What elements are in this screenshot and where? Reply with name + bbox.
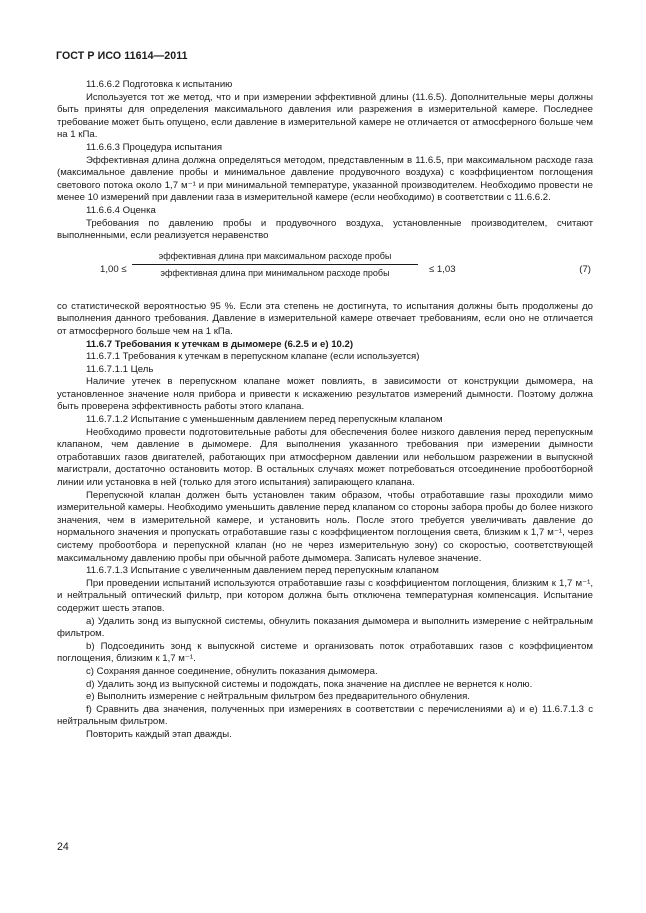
document-header: ГОСТ Р ИСО 11614—2011: [56, 50, 188, 62]
list-item-f: f) Сравнить два значения, полученных при измерениях в соответствии с перечислениями а) и е) 11.6.7.1.3 с нейтральным фильтром.: [57, 703, 593, 728]
formula-number: (7): [579, 263, 591, 275]
formula-fraction: [132, 249, 418, 280]
heading-11-6-6-2: 11.6.6.2 Подготовка к испытанию: [86, 79, 233, 90]
heading-11-6-7-1-2: 11.6.7.1.2 Испытание с уменьшенным давлением перед перепускным клапаном: [86, 414, 443, 426]
list-item-a: a) Удалить зонд из выпускной системы, обнулить показания дымомера и выполнить измерение с нейтральным фильтром.: [57, 615, 593, 640]
list-item-b: b) Подсоединить зонд к выпускной системе и организовать поток отработавших газов с коэффициентом поглощения, близким к 1,7 м⁻¹.: [57, 640, 593, 665]
formula-rhs: ≤ 1,03: [429, 263, 456, 275]
heading-11-6-7-1-1: 11.6.7.1.1 Цель: [86, 363, 154, 375]
paragraph: При проведении испытаний используются отработавшие газы с коэффициентом поглощения, близким к 1,7 м⁻¹, и нейтральный оптический фильтр, при котором должна быть отключена температурная компенсация. Испытание содержит шесть этапов.: [57, 577, 593, 614]
formula-lhs: 1,00 ≤: [100, 263, 127, 275]
paragraph: Наличие утечек в перепускном клапане может повлиять, в зависимости от конструкции дымомера, на установленное значение ноля прибора и привести к искажению результатов измерений дымности. Поэтому должна быть проверена эффективность работы этого клапана.: [57, 376, 593, 413]
formula-denominator: эффективная длина при минимальном расходе пробы: [160, 267, 390, 278]
fraction-bar: [132, 264, 418, 265]
page-number: 24: [57, 841, 69, 853]
paragraph: Эффективная длина должна определяться методом, представленным в 11.6.5, при максимальном расходе газа (максимальное давление пробы и минимальное давление продувочного воздуха) с коэффициентом поглощения светового потока около 1,7 м⁻¹ и при минимальной температуре, указанной производителем. Необходимо провести не менее 10 измерений при давлении газа в измерительной камере (если необходимо) в соответствии с 11.6.6.2.: [57, 154, 593, 204]
heading-11-6-7: 11.6.7 Требования к утечкам в дымомере (6.2.5 и е) 10.2): [86, 338, 354, 350]
formula-7: [57, 249, 593, 292]
list-item-c: c) Сохраняя данное соединение, обнулить показания дымомера.: [86, 665, 378, 677]
formula-numerator: эффективная длина при максимальном расходе пробы: [158, 250, 392, 261]
heading-11-6-6-4: 11.6.6.4 Оценка: [86, 204, 156, 216]
paragraph: Повторить каждый этап дважды.: [86, 728, 232, 740]
paragraph: Перепускной клапан должен быть установлен таким образом, чтобы отработавшие газы проходили мимо измерительной камеры. Необходимо уменьшить давление перед клапаном со стороны забора пробы до более низкого значения, чем в измерительной камере, и установить ноль. После этого требуется увеличивать давление до нормального значения и пропускать отработавшие газы с коэффициентом поглощения света, близким к 1,7 м⁻¹, через систему пробоотбора и перепускной клапан (но не через измерительную зону) со скоростью, соответствующей максимальному давлению пробы при обычной работе дымомера. Записать нулевое значение.: [57, 489, 593, 564]
heading-11-6-7-1-3: 11.6.7.1.3 Испытание с увеличенным давлением перед перепускным клапаном: [86, 565, 439, 577]
paragraph: Требования по давлению пробы и продувочного воздуха, установленные производителем, считают выполненными, если реализуется неравенство: [57, 217, 593, 242]
heading-11-6-7-1: 11.6.7.1 Требования к утечкам в перепускном клапане (если используется): [86, 351, 420, 363]
paragraph: Необходимо провести подготовительные работы для обеспечения более низкого давления перед перепускным клапаном, чем давление в дымомере. Для выполнения указанного требования при измерении дымности отработавших газов двигателей, работающих при атмосферном давлении или небольшом разрежении в выпускной магистрали, достаточно остановить мотор. В остальных случаях может потребоваться отсоединение пробоотборной линии или установка в ней (только для этого испытания) запирающего клапана.: [57, 426, 593, 489]
paragraph: со статистической вероятностью 95 %. Если эта степень не достигнута, то испытания должны быть продолжены до выполнения данного требования. Давление в измерительной камере отвечает требованиям, если оно не отличается от атмосферного больше чем на 1 кПа.: [57, 300, 593, 337]
heading-11-6-6-3: 11.6.6.3 Процедура испытания: [86, 141, 223, 153]
paragraph: Используется тот же метод, что и при измерении эффективной длины (11.6.5). Дополнительные меры должны быть приняты для определения максимального давления или разрежения в измерительной камере. Последнее требование может быть опущено, если давление в измерительной камере не отличается от атмосферного больше чем на 1 кПа.: [57, 91, 593, 141]
list-item-e: e) Выполнить измерение с нейтральным фильтром без предварительного обнуления.: [86, 691, 470, 703]
document-body: [57, 79, 593, 742]
list-item-d: d) Удалить зонд из выпускной системы и подождать, пока значение на дисплее не вернется к нолю.: [86, 678, 533, 690]
